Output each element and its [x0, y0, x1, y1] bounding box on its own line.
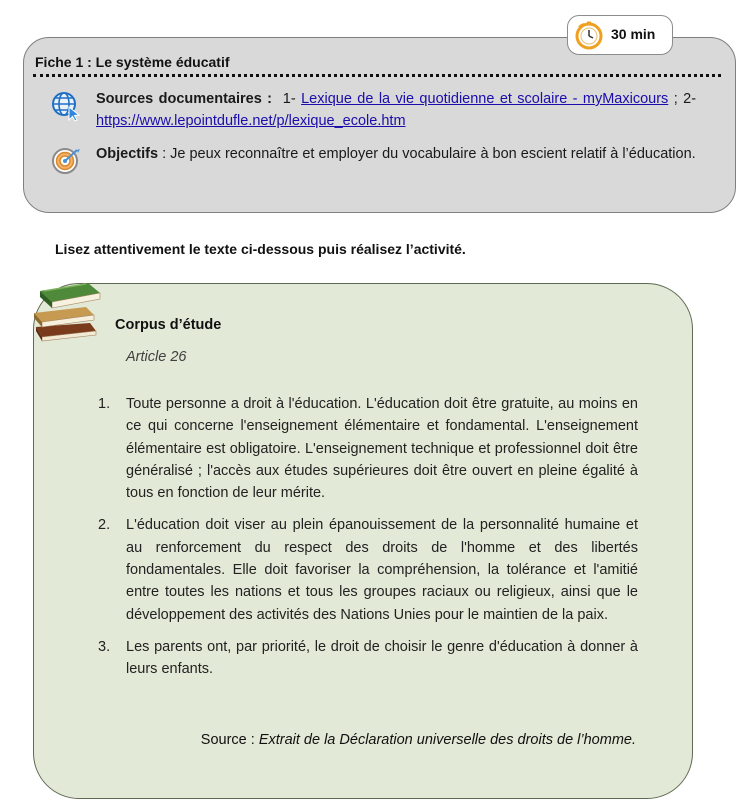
target-icon	[50, 145, 82, 177]
sources-separator: ; 2-	[673, 91, 697, 107]
article-label: Article 26	[126, 349, 187, 365]
instruction-text: Lisez attentivement le texte ci-dessous puis réalisez l’activité.	[55, 241, 466, 257]
list-item-number: 3.	[98, 638, 111, 655]
list-item	[98, 514, 638, 625]
source-label: Source :	[200, 732, 255, 748]
sources-row	[50, 88, 696, 134]
sources-prefix-1: 1-	[282, 91, 296, 107]
timer-badge	[567, 15, 673, 55]
source-link-maxicours[interactable]: Lexique de la vie quotidienne et scolaire - myMaxicours	[301, 91, 669, 107]
timer-label: 30 min	[611, 26, 656, 42]
list-item	[98, 393, 638, 504]
list-item-number: 2.	[98, 517, 111, 534]
source-citation	[201, 732, 636, 748]
objectifs-label: Objectifs	[96, 146, 159, 162]
fiche-title: Fiche 1 : Le système éducatif	[35, 54, 230, 70]
sources-label: Sources documentaires :	[96, 91, 272, 107]
source-link-lepointdufle[interactable]: https://www.lepointdufle.net/p/lexique_ecole.htm	[96, 113, 406, 129]
list-item-text: Les parents ont, par priorité, le droit de choisir le genre d'éducation à donner à leurs enfants.	[126, 638, 638, 678]
corpus-title: Corpus d’étude	[115, 317, 222, 333]
list-item-text: L'éducation doit viser au plein épanouissement de la personnalité humaine et au renforcement du respect des droits de l'homme et des libertés fondamentales. Elle doit favoriser la compréhension, la tolérance et l'amitié entre toutes les nations et tous les groupes raciaux ou religieux, ainsi que le développement des activités des Nations Unies pour le maintien de la paix.	[126, 517, 638, 623]
objectifs-text: : Je peux reconnaître et employer du vocabulaire à bon escient relatif à l’éducation.	[162, 146, 696, 162]
list-item	[98, 636, 638, 681]
objectifs-row	[50, 143, 696, 189]
source-text: Extrait de la Déclaration universelle des droits de l’homme.	[258, 732, 636, 748]
list-item-number: 1.	[98, 396, 111, 412]
books-stack-icon	[30, 277, 104, 343]
dotted-divider	[33, 74, 721, 77]
article-list	[98, 393, 638, 691]
stopwatch-icon	[574, 20, 604, 50]
globe-cursor-icon	[50, 90, 82, 122]
list-item-text: Toute personne a droit à l'éducation. L'éducation doit être gratuite, au moins en ce qui concerne l'enseignement élémentaire et fondamental. L'enseignement élémentaire est obligatoire. L'enseignement technique et professionnel doit être généralisé ; l'accès aux études supérieures doit être ouvert en pleine égalité à tous en fonction de leur mérite.	[126, 396, 638, 502]
